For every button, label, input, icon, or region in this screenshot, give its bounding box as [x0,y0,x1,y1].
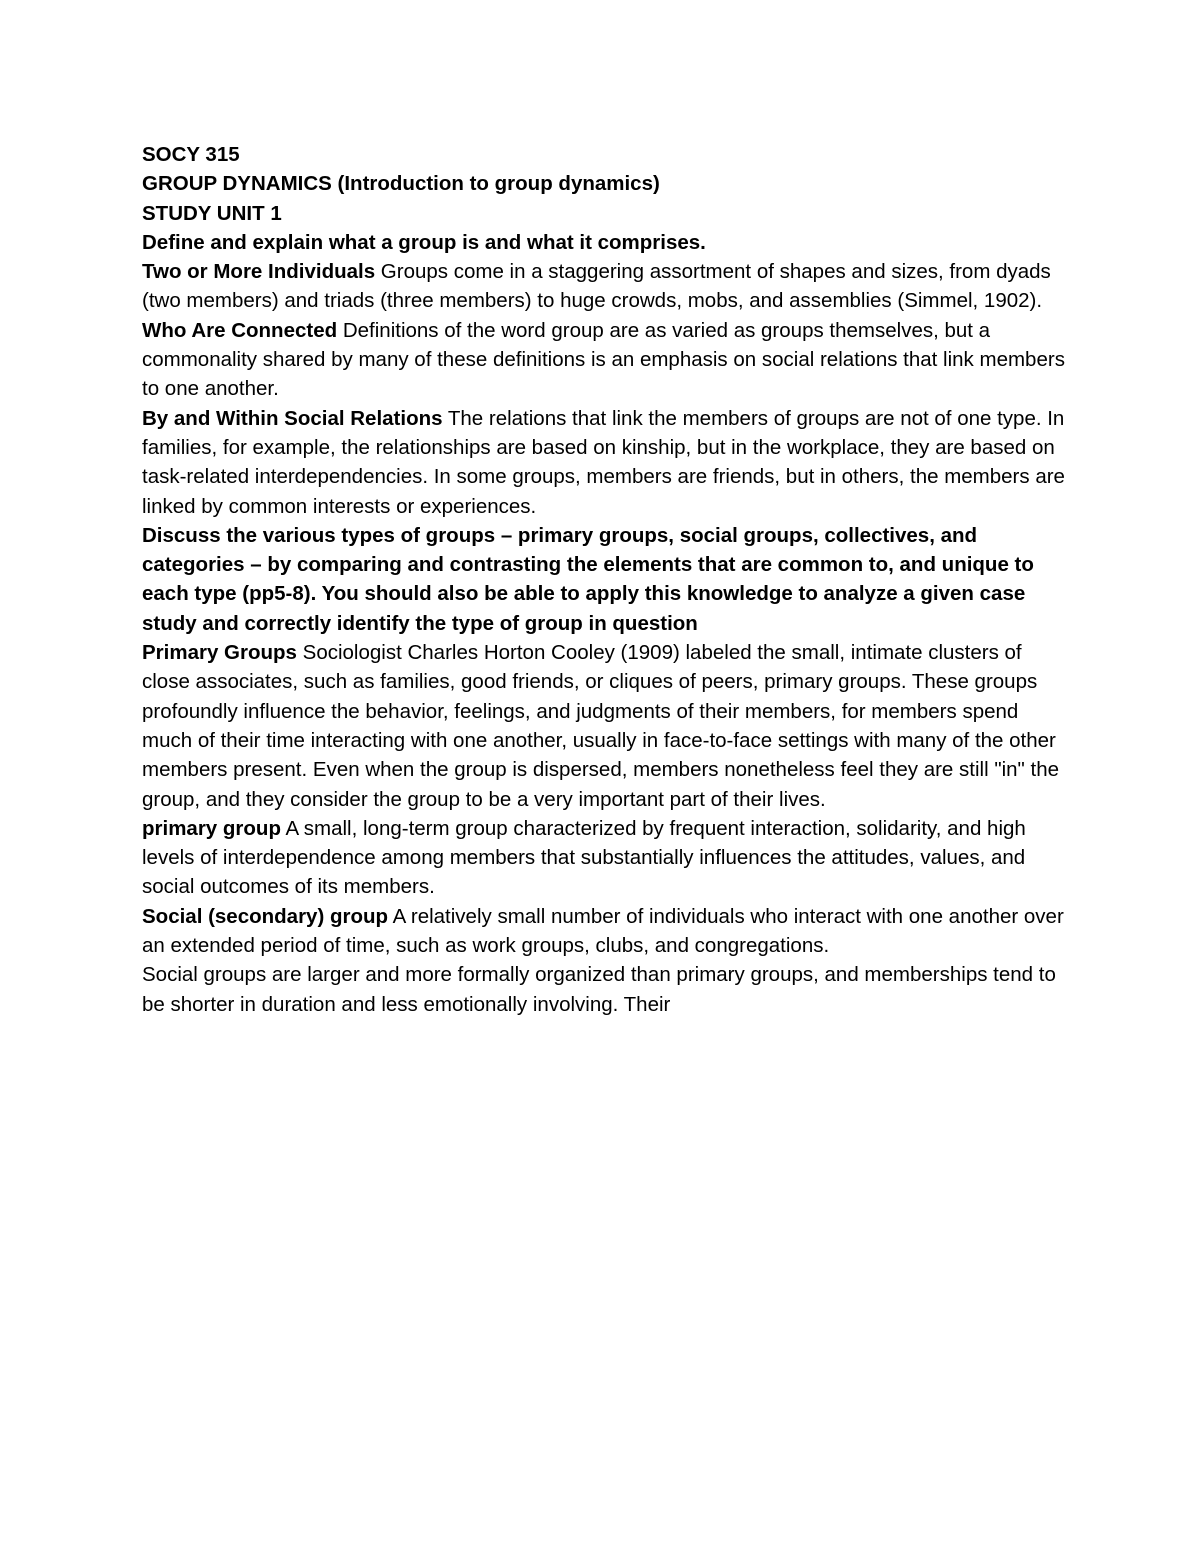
course-code: SOCY 315 [142,143,240,166]
paragraph-text: A small, long-term group characterized by frequent interaction, solidarity, and high levels of interdependence among members that substantially influences the attitudes, values, and social outcomes of its members. [142,816,1026,899]
paragraph-primary-group-definition [142,814,1067,902]
paragraph-text: Groups come in a staggering assortment of shapes and sizes, from dyads (two members) and triads (three members) to huge crowds, mobs, and assemblies (Simmel, 1902). [142,260,1051,313]
paragraph-text: A relatively small number of individuals who interact with one another over an extended period of time, such as work groups, clubs, and congregations. [142,904,1064,958]
paragraph-two-or-more-individuals [142,257,1067,316]
document-body [142,140,1067,1019]
paragraph-text: Definitions of the word group are as varied as groups themselves, but a commonality shared by many of these definitions is an emphasis on social relations that link members to one another. [142,318,1065,401]
paragraph-term: By and Within Social Relations [142,406,443,430]
question-heading-1: Define and explain what a group is and what it comprises. [142,230,706,254]
question-heading-2: Discuss the various types of groups – primary groups, social groups, collectives, and categories – by comparing and contrasting the elements that are common to, and unique to each type (pp5-8). You should also be able to apply this knowledge to analyze a given case study and correctly identify the type of group in question [142,523,1034,635]
paragraph-who-are-connected [142,316,1067,404]
paragraph-social-groups-comparison: Social groups are larger and more formally organized than primary groups, and memberships tend to be shorter in duration and less emotionally involving. Their [142,963,1056,1016]
paragraph-term: Two or More Individuals [142,260,376,284]
document-title: GROUP DYNAMICS (Introduction to group dynamics) [142,172,660,196]
study-unit-heading: STUDY UNIT 1 [142,201,282,225]
paragraph-term: Social (secondary) group [142,904,389,928]
paragraph-term: Who Are Connected [142,318,338,342]
paragraph-social-relations [142,404,1067,521]
paragraph-text: Sociologist Charles Horton Cooley (1909) labeled the small, intimate clusters of close associates, such as families, good friends, or cliques of peers, primary groups. These groups profoundly influence the behavior, feelings, and judgments of their members, for members spend much of their time interacting with one another, usually in face-to-face settings with many of the other members present. Even when the group is dispersed, members nonetheless feel they are still "in" the group, and they consider the group to be a very important part of their lives. [142,641,1060,811]
paragraph-text: The relations that link the members of groups are not of one type. In families, for example, the relationships are based on kinship, but in the workplace, they are based on task-related interdependencies. In some groups, members are friends, but in others, the members are linked by common interests or experiences. [142,406,1065,518]
paragraph-social-secondary-group [142,902,1067,961]
paragraph-primary-groups [142,638,1067,814]
paragraph-term: primary group [142,816,281,840]
paragraph-term: Primary Groups [142,641,297,665]
